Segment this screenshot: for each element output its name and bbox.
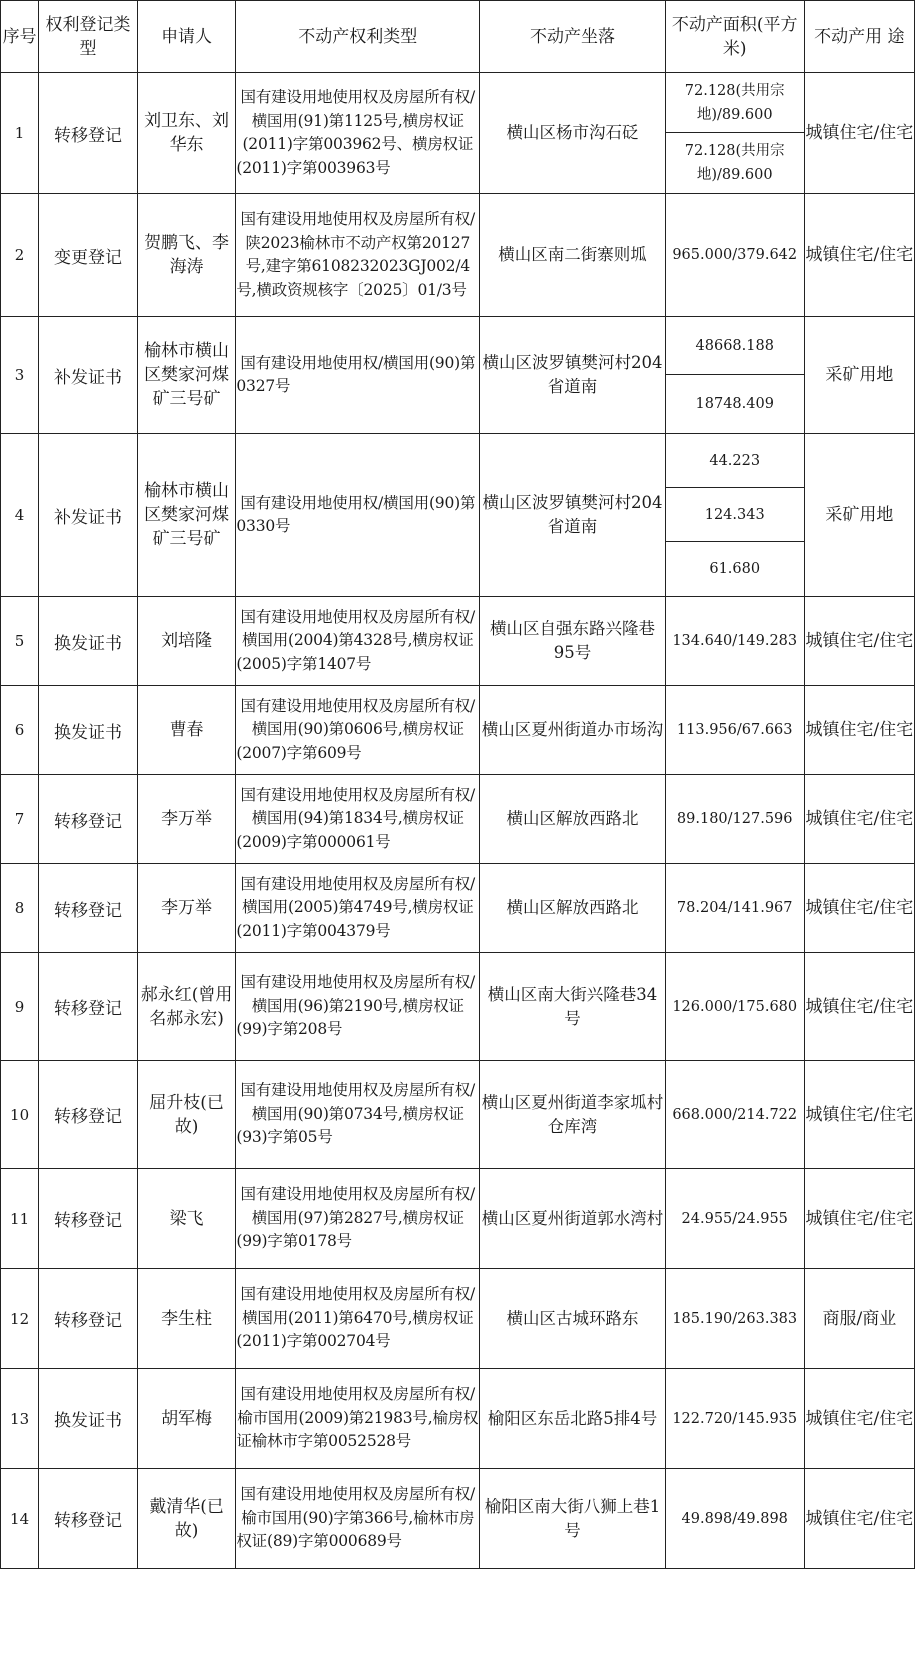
cell-location: 榆阳区南大街八狮上巷1号 <box>480 1469 666 1569</box>
cell-location: 横山区夏州街道郭水湾村 <box>480 1169 666 1269</box>
cell-location: 横山区南大街兴隆巷34号 <box>480 953 666 1061</box>
cell-area: 44.223 <box>665 434 804 488</box>
cell-right-type: 国有建设用地使用权及房屋所有权/横国用(2005)第4749号,横房权证(2011)字第004379号 <box>236 864 480 953</box>
cell-use: 城镇住宅/住宅 <box>804 864 914 953</box>
cell-area: 185.190/263.383 <box>665 1269 804 1369</box>
cell-right-type: 国有建设用地使用权及房屋所有权/横国用(2011)第6470号,横房权证(2011)字第002704号 <box>236 1269 480 1369</box>
cell-reg-type: 换发证书 <box>39 1369 138 1469</box>
cell-location: 横山区波罗镇樊河村204省道南 <box>480 434 666 597</box>
cell-no: 10 <box>1 1061 39 1169</box>
cell-reg-type: 转移登记 <box>39 73 138 194</box>
cell-right-type: 国有建设用地使用权及房屋所有权/陕2023榆林市不动产权第20127号,建字第6108232023GJ002/4号,横政资规核字〔2025〕01/3号 <box>236 194 480 317</box>
cell-use: 城镇住宅/住宅 <box>804 775 914 864</box>
header-reg-type: 权利登记类型 <box>39 1 138 73</box>
table-row <box>1 864 915 953</box>
cell-reg-type: 转移登记 <box>39 775 138 864</box>
cell-no: 2 <box>1 194 39 317</box>
cell-no: 14 <box>1 1469 39 1569</box>
cell-reg-type: 换发证书 <box>39 686 138 775</box>
table-row <box>1 1369 915 1469</box>
cell-no: 11 <box>1 1169 39 1269</box>
cell-location: 横山区自强东路兴隆巷95号 <box>480 597 666 686</box>
cell-use: 城镇住宅/住宅 <box>804 1061 914 1169</box>
table-row <box>1 953 915 1061</box>
cell-applicant: 胡军梅 <box>137 1369 236 1469</box>
cell-location: 横山区南二街寨则坬 <box>480 194 666 317</box>
cell-location: 横山区古城环路东 <box>480 1269 666 1369</box>
table-row <box>1 597 915 686</box>
header-no: 序号 <box>1 1 39 73</box>
cell-use: 采矿用地 <box>804 317 914 434</box>
table-row <box>1 1061 915 1169</box>
cell-area: 122.720/145.935 <box>665 1369 804 1469</box>
cell-applicant: 屈升枝(已故) <box>137 1061 236 1169</box>
cell-applicant: 榆林市横山区樊家河煤矿三号矿 <box>137 317 236 434</box>
cell-no: 7 <box>1 775 39 864</box>
table-row <box>1 194 915 317</box>
cell-location: 横山区夏州街道李家坬村仓库湾 <box>480 1061 666 1169</box>
cell-right-type: 国有建设用地使用权及房屋所有权/横国用(96)第2190号,横房权证(99)字第208号 <box>236 953 480 1061</box>
cell-location: 横山区夏州街道办市场沟 <box>480 686 666 775</box>
cell-area: 89.180/127.596 <box>665 775 804 864</box>
cell-no: 13 <box>1 1369 39 1469</box>
cell-use: 城镇住宅/住宅 <box>804 686 914 775</box>
table-body <box>1 73 915 1569</box>
header-applicant: 申请人 <box>137 1 236 73</box>
table-row <box>1 1269 915 1369</box>
cell-applicant: 李万举 <box>137 775 236 864</box>
table-row <box>1 1469 915 1569</box>
cell-applicant: 刘培隆 <box>137 597 236 686</box>
cell-right-type: 国有建设用地使用权及房屋所有权/横国用(91)第1125号,横房权证(2011)字第003962号、横房权证(2011)字第003963号 <box>236 73 480 194</box>
table-row <box>1 434 915 488</box>
cell-area: 965.000/379.642 <box>665 194 804 317</box>
table-row <box>1 317 915 375</box>
header-area: 不动产面积(平方米) <box>665 1 804 73</box>
cell-use: 城镇住宅/住宅 <box>804 1469 914 1569</box>
cell-use: 城镇住宅/住宅 <box>804 73 914 194</box>
cell-applicant: 刘卫东、刘华东 <box>137 73 236 194</box>
cell-no: 9 <box>1 953 39 1061</box>
cell-right-type: 国有建设用地使用权及房屋所有权/横国用(97)第2827号,横房权证(99)字第0178号 <box>236 1169 480 1269</box>
cell-reg-type: 换发证书 <box>39 597 138 686</box>
cell-area: 668.000/214.722 <box>665 1061 804 1169</box>
cell-location: 横山区波罗镇樊河村204省道南 <box>480 317 666 434</box>
cell-reg-type: 补发证书 <box>39 317 138 434</box>
cell-use: 城镇住宅/住宅 <box>804 597 914 686</box>
header-use: 不动产用 途 <box>804 1 914 73</box>
cell-reg-type: 转移登记 <box>39 1169 138 1269</box>
cell-right-type: 国有建设用地使用权/横国用(90)第0327号 <box>236 317 480 434</box>
cell-reg-type: 转移登记 <box>39 953 138 1061</box>
cell-area: 72.128(共用宗地)/89.600 <box>665 73 804 133</box>
cell-reg-type: 转移登记 <box>39 1061 138 1169</box>
cell-right-type: 国有建设用地使用权及房屋所有权/榆市国用(90)字第366号,榆林市房权证(89)字第000689号 <box>236 1469 480 1569</box>
cell-right-type: 国有建设用地使用权及房屋所有权/榆市国用(2009)第21983号,榆房权证榆林市字第0052528号 <box>236 1369 480 1469</box>
cell-no: 6 <box>1 686 39 775</box>
cell-area: 113.956/67.663 <box>665 686 804 775</box>
cell-applicant: 郝永红(曾用名郝永宏) <box>137 953 236 1061</box>
cell-area: 49.898/49.898 <box>665 1469 804 1569</box>
cell-area: 78.204/141.967 <box>665 864 804 953</box>
cell-use: 城镇住宅/住宅 <box>804 1169 914 1269</box>
header-right-type: 不动产权利类型 <box>236 1 480 73</box>
cell-no: 8 <box>1 864 39 953</box>
cell-reg-type: 转移登记 <box>39 864 138 953</box>
cell-right-type: 国有建设用地使用权及房屋所有权/横国用(2004)第4328号,横房权证(2005)字第1407号 <box>236 597 480 686</box>
table-row <box>1 686 915 775</box>
cell-reg-type: 转移登记 <box>39 1469 138 1569</box>
table-row <box>1 73 915 133</box>
cell-location: 横山区杨市沟石砭 <box>480 73 666 194</box>
cell-applicant: 曹春 <box>137 686 236 775</box>
cell-applicant: 戴清华(已故) <box>137 1469 236 1569</box>
cell-no: 4 <box>1 434 39 597</box>
cell-location: 横山区解放西路北 <box>480 775 666 864</box>
cell-applicant: 贺鹏飞、李海涛 <box>137 194 236 317</box>
cell-area: 48668.188 <box>665 317 804 375</box>
cell-reg-type: 转移登记 <box>39 1269 138 1369</box>
cell-applicant: 梁飞 <box>137 1169 236 1269</box>
cell-reg-type: 变更登记 <box>39 194 138 317</box>
cell-area: 61.680 <box>665 542 804 597</box>
cell-use: 城镇住宅/住宅 <box>804 953 914 1061</box>
cell-area: 134.640/149.283 <box>665 597 804 686</box>
cell-applicant: 李万举 <box>137 864 236 953</box>
cell-location: 横山区解放西路北 <box>480 864 666 953</box>
cell-applicant: 李生柱 <box>137 1269 236 1369</box>
cell-no: 12 <box>1 1269 39 1369</box>
cell-no: 3 <box>1 317 39 434</box>
cell-area: 126.000/175.680 <box>665 953 804 1061</box>
cell-right-type: 国有建设用地使用权/横国用(90)第0330号 <box>236 434 480 597</box>
cell-location: 榆阳区东岳北路5排4号 <box>480 1369 666 1469</box>
cell-area: 124.343 <box>665 488 804 542</box>
cell-right-type: 国有建设用地使用权及房屋所有权/横国用(94)第1834号,横房权证(2009)字第000061号 <box>236 775 480 864</box>
cell-no: 1 <box>1 73 39 194</box>
cell-reg-type: 补发证书 <box>39 434 138 597</box>
cell-applicant: 榆林市横山区樊家河煤矿三号矿 <box>137 434 236 597</box>
cell-use: 城镇住宅/住宅 <box>804 194 914 317</box>
cell-no: 5 <box>1 597 39 686</box>
cell-area: 24.955/24.955 <box>665 1169 804 1269</box>
cell-right-type: 国有建设用地使用权及房屋所有权/横国用(90)第0606号,横房权证(2007)字第609号 <box>236 686 480 775</box>
cell-use: 商服/商业 <box>804 1269 914 1369</box>
header-row <box>1 1 915 73</box>
cell-use: 城镇住宅/住宅 <box>804 1369 914 1469</box>
table-row <box>1 775 915 864</box>
table-row <box>1 1169 915 1269</box>
cell-area: 72.128(共用宗地)/89.600 <box>665 133 804 194</box>
cell-area: 18748.409 <box>665 375 804 434</box>
header-location: 不动产坐落 <box>480 1 666 73</box>
cell-use: 采矿用地 <box>804 434 914 597</box>
cell-right-type: 国有建设用地使用权及房屋所有权/横国用(90)第0734号,横房权证(93)字第05号 <box>236 1061 480 1169</box>
